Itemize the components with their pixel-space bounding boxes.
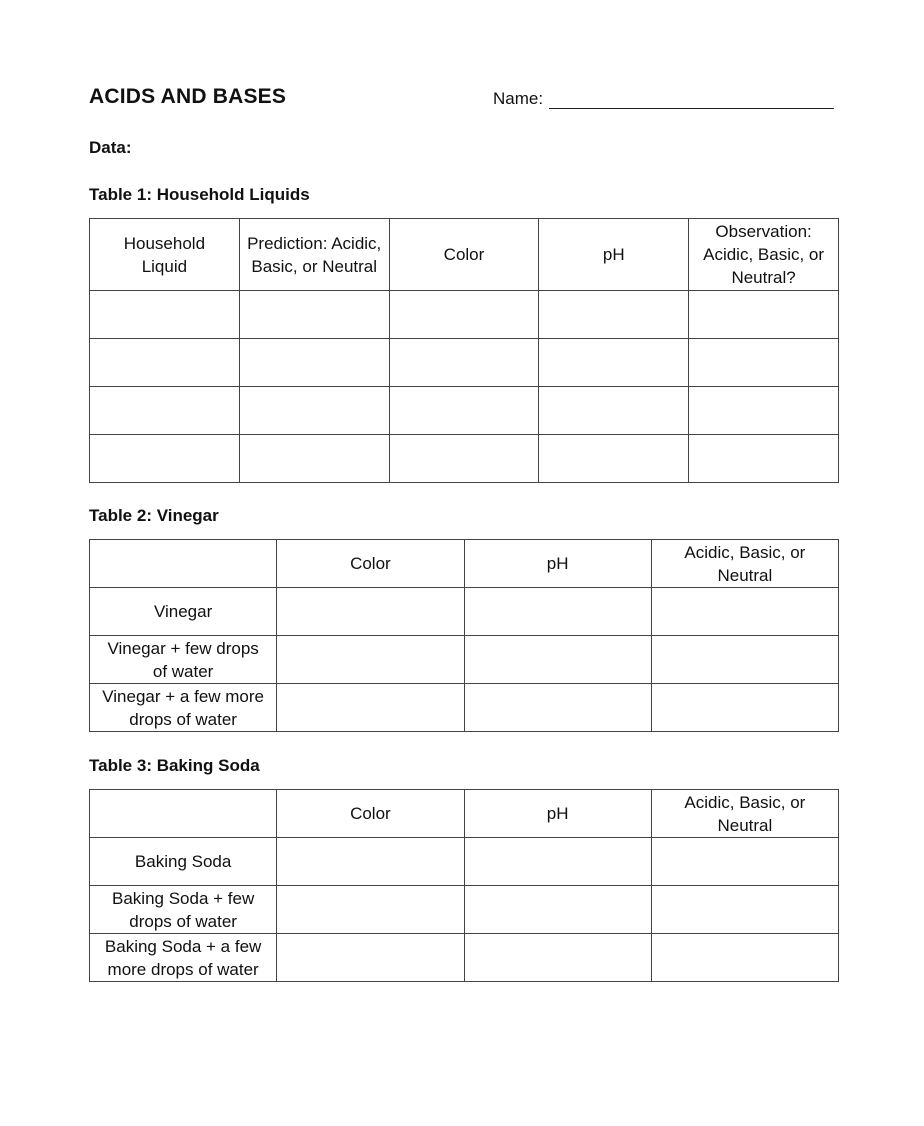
name-field[interactable] — [493, 89, 834, 109]
row-label: Baking Soda + few drops of water — [90, 886, 277, 934]
table-row — [90, 886, 839, 934]
header-prediction: Prediction: Acidic, Basic, or Neutral — [239, 219, 389, 291]
data-heading: Data: — [89, 138, 132, 157]
table-cell[interactable] — [277, 684, 464, 732]
table-cell[interactable] — [277, 838, 464, 886]
table-row — [90, 435, 839, 483]
header-acidic-basic-neutral: Acidic, Basic, or Neutral — [651, 540, 838, 588]
table-cell[interactable] — [277, 934, 464, 982]
table-cell[interactable] — [689, 435, 839, 483]
table-cell[interactable] — [239, 291, 389, 339]
table-cell[interactable] — [651, 934, 838, 982]
table-cell[interactable] — [90, 387, 240, 435]
name-label: Name: — [493, 89, 544, 108]
name-blank-line[interactable] — [549, 90, 834, 109]
row-label: Vinegar + few drops of water — [90, 636, 277, 684]
table-row — [90, 387, 839, 435]
table-cell[interactable] — [651, 684, 838, 732]
table-cell[interactable] — [389, 387, 539, 435]
worksheet-title: ACIDS AND BASES — [89, 85, 287, 108]
table-cell[interactable] — [689, 339, 839, 387]
header-blank — [90, 540, 277, 588]
header-color: Color — [389, 219, 539, 291]
header-ph: pH — [464, 540, 651, 588]
table-cell[interactable] — [464, 684, 651, 732]
baking-soda-table — [89, 789, 839, 982]
table-cell[interactable] — [689, 387, 839, 435]
table-cell[interactable] — [651, 838, 838, 886]
table-cell[interactable] — [90, 339, 240, 387]
table-cell[interactable] — [651, 636, 838, 684]
table-cell[interactable] — [689, 291, 839, 339]
table2-title: Table 2: Vinegar — [89, 506, 219, 525]
vinegar-table — [89, 539, 839, 732]
table-header-row — [90, 790, 839, 838]
header-acidic-basic-neutral: Acidic, Basic, or Neutral — [651, 790, 838, 838]
table-row — [90, 636, 839, 684]
table-cell[interactable] — [277, 886, 464, 934]
header-ph: pH — [464, 790, 651, 838]
table-cell[interactable] — [277, 636, 464, 684]
table-row — [90, 684, 839, 732]
table-cell[interactable] — [239, 339, 389, 387]
header-color: Color — [277, 540, 464, 588]
household-liquids-table — [89, 218, 839, 483]
table-cell[interactable] — [239, 387, 389, 435]
table-cell[interactable] — [464, 838, 651, 886]
row-label: Vinegar — [90, 588, 277, 636]
table3-title: Table 3: Baking Soda — [89, 756, 260, 775]
table-cell[interactable] — [389, 339, 539, 387]
header-color: Color — [277, 790, 464, 838]
table-cell[interactable] — [539, 291, 689, 339]
table-cell[interactable] — [539, 387, 689, 435]
header-household-liquid: Household Liquid — [90, 219, 240, 291]
table-cell[interactable] — [651, 886, 838, 934]
table-header-row — [90, 219, 839, 291]
table-cell[interactable] — [90, 291, 240, 339]
table-cell[interactable] — [389, 435, 539, 483]
header-observation: Observation: Acidic, Basic, or Neutral? — [689, 219, 839, 291]
table1-title: Table 1: Household Liquids — [89, 185, 310, 204]
table-row — [90, 339, 839, 387]
table-cell[interactable] — [90, 435, 240, 483]
table-cell[interactable] — [464, 636, 651, 684]
table-row — [90, 291, 839, 339]
table-cell[interactable] — [239, 435, 389, 483]
header-ph: pH — [539, 219, 689, 291]
row-label: Baking Soda + a few more drops of water — [90, 934, 277, 982]
row-label: Vinegar + a few more drops of water — [90, 684, 277, 732]
table-row — [90, 934, 839, 982]
table-row — [90, 588, 839, 636]
table-row — [90, 838, 839, 886]
row-label: Baking Soda — [90, 838, 277, 886]
header-blank — [90, 790, 277, 838]
table-cell[interactable] — [539, 435, 689, 483]
table-cell[interactable] — [464, 886, 651, 934]
table-cell[interactable] — [464, 588, 651, 636]
table-cell[interactable] — [539, 339, 689, 387]
table-header-row — [90, 540, 839, 588]
table-cell[interactable] — [651, 588, 838, 636]
table-cell[interactable] — [464, 934, 651, 982]
table-cell[interactable] — [277, 588, 464, 636]
table-cell[interactable] — [389, 291, 539, 339]
